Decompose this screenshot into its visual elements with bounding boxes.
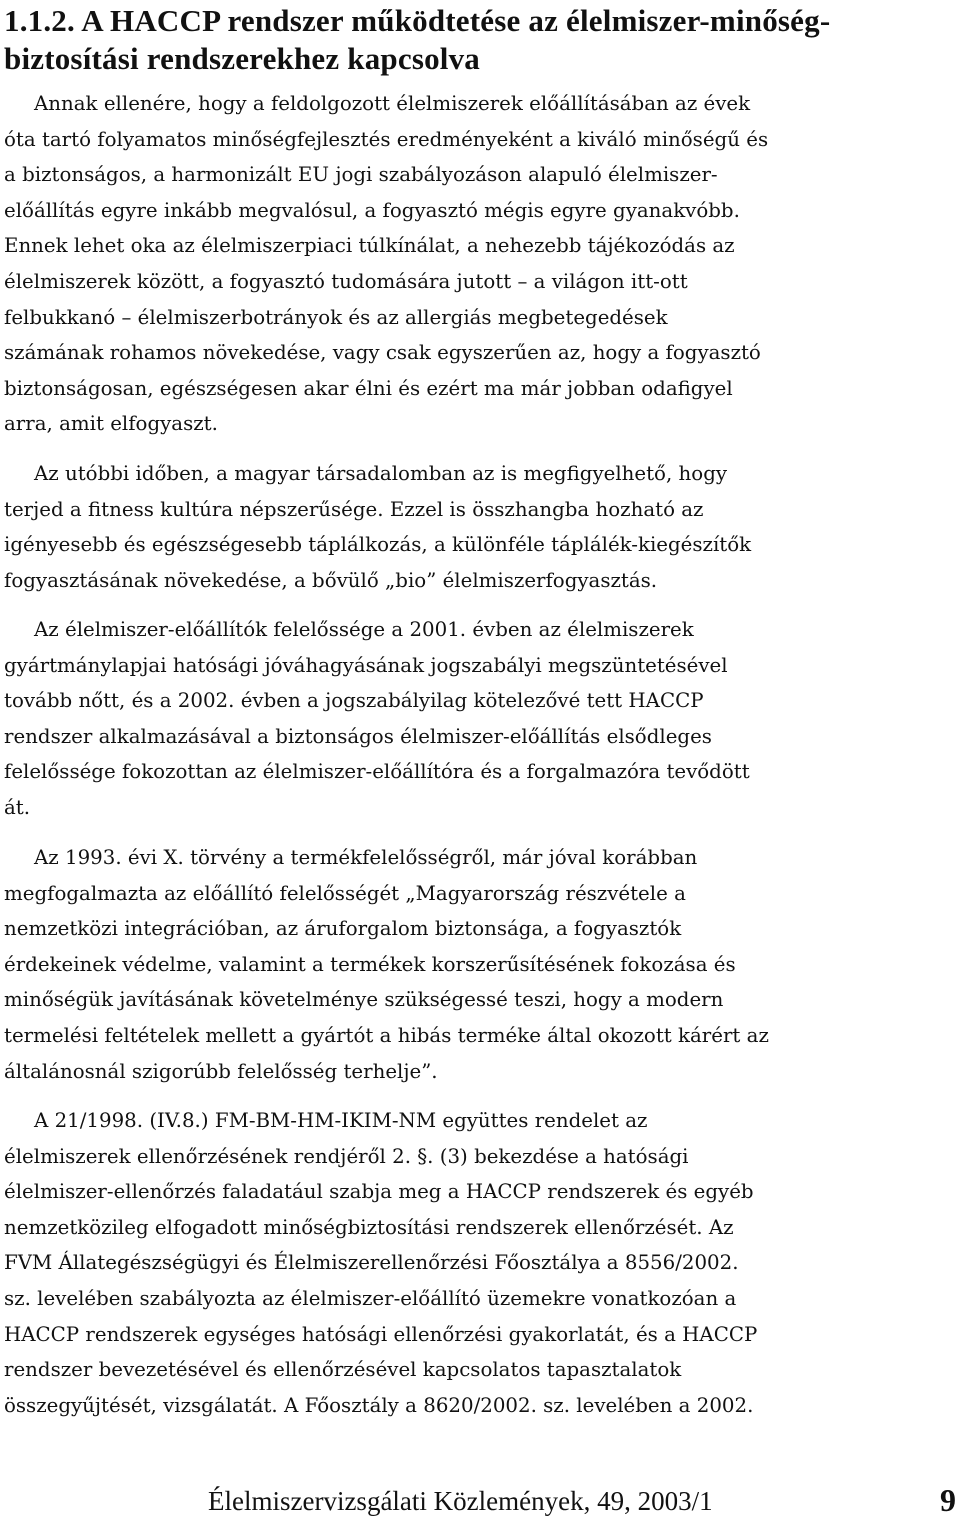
text-line: Ennek lehet oka az élelmiszerpiaci túlkínálat, a nehezebb tájékozódás az <box>4 234 735 258</box>
section-heading <box>4 2 956 78</box>
text-line: felelőssége fokozottan az élelmiszer-előállítóra és a forgalmazóra tevődött <box>4 760 750 784</box>
text-line: általánosnál szigorúbb felelősség terhelje”. <box>4 1059 438 1083</box>
text-line: élelmiszer-ellenőrzés faladatául szabja meg a HACCP rendszerek és egyéb <box>4 1180 754 1204</box>
page-footer <box>0 1484 960 1520</box>
heading-line: biztosítási rendszerekhez kapcsolva <box>4 41 481 76</box>
paragraph-5 <box>4 1103 956 1423</box>
text-line: arra, amit elfogyaszt. <box>4 412 218 436</box>
text-line: fogyasztásának növekedése, a bővülő „bio” élelmiszerfogyasztás. <box>4 568 658 592</box>
text-line: megfogalmazta az előállító felelősségét „Magyarország részvétele a <box>4 881 686 905</box>
text-line: Az utóbbi időben, a magyar társadalomban az is megfigyelhető, hogy <box>34 462 728 485</box>
text-line: nemzetközileg elfogadott minőségbiztosítási rendszerek ellenőrzését. Az <box>4 1215 734 1239</box>
text-line: gyártmánylapjai hatósági jóváhagyásának jogszabályi megszüntetésével <box>4 653 728 677</box>
text-line: számának rohamos növekedése, vagy csak egyszerűen az, hogy a fogyasztó <box>4 341 761 365</box>
text-line: FVM Állategészségügyi és Élelmiszerellenőrzési Főosztálya a 8556/2002. <box>4 1251 739 1275</box>
text-line: felbukkanó – élelmiszerbotrányok és az allergiás megbetegedések <box>4 305 668 329</box>
text-line: a biztonságos, a harmonizált EU jogi szabályozáson alapuló élelmiszer- <box>4 163 718 187</box>
paragraph-2 <box>4 456 956 598</box>
text-line: HACCP rendszerek egységes hatósági ellenőrzési gyakorlatát, és a HACCP <box>4 1322 758 1346</box>
paragraph-4 <box>4 840 956 1089</box>
text-line: élelmiszerek között, a fogyasztó tudomására jutott – a világon itt-ott <box>4 269 688 293</box>
text-line: előállítás egyre inkább megvalósul, a fogyasztó mégis egyre gyanakvóbb. <box>4 198 740 222</box>
journal-title: Élelmiszervizsgálati Közlemények, 49, 2003/1 <box>208 1486 713 1516</box>
heading-line: 1.1.2. A HACCP rendszer működtetése az élelmiszer-minőség- <box>4 3 831 38</box>
text-line: igényesebb és egészségesebb táplálkozás, a különféle táplálék-kiegészítők <box>4 533 752 557</box>
text-line: át. <box>4 795 31 819</box>
text-line: összegyűjtését, vizsgálatát. A Főosztály a 8620/2002. sz. levelében a 2002. <box>4 1393 754 1417</box>
text-line: Az élelmiszer-előállítók felelőssége a 2001. évben az élelmiszerek <box>34 618 694 641</box>
text-line: biztonságosan, egészségesen akar élni és ezért ma már jobban odafigyel <box>4 376 733 400</box>
text-line: termelési feltételek mellett a gyártót a hibás terméke által okozott kárért az <box>4 1023 769 1047</box>
text-line: Az 1993. évi X. törvény a termékfelelősségről, már jóval korábban <box>34 846 698 869</box>
text-line: rendszer bevezetésével és ellenőrzésével kapcsolatos tapasztalatok <box>4 1358 682 1382</box>
text-line: Annak ellenére, hogy a feldolgozott élelmiszerek előállításában az évek <box>34 92 751 115</box>
text-line: A 21/1998. (IV.8.) FM-BM-HM-IKIM-NM együttes rendelet az <box>34 1109 648 1132</box>
text-line: óta tartó folyamatos minőségfejlesztés eredményeként a kiváló minőségű és <box>4 127 769 151</box>
text-line: sz. levelében szabályozta az élelmiszer-előállító üzemekre vonatkozóan a <box>4 1286 737 1310</box>
page-number: 9 <box>940 1482 956 1518</box>
text-line: tovább nőtt, és a 2002. évben a jogszabályilag kötelezővé tett HACCP <box>4 689 704 713</box>
paragraph-1 <box>4 86 956 442</box>
text-line: nemzetközi integrációban, az áruforgalom biztonsága, a fogyasztók <box>4 917 682 941</box>
text-line: terjed a fitness kultúra népszerűsége. Ezzel is összhangba hozható az <box>4 497 704 521</box>
text-line: minőségük javításának követelménye szükségessé teszi, hogy a modern <box>4 988 724 1012</box>
text-line: érdekeinek védelme, valamint a termékek korszerűsítésének fokozása és <box>4 952 736 976</box>
text-line: rendszer alkalmazásával a biztonságos élelmiszer-előállítás elsődleges <box>4 724 712 748</box>
text-line: élelmiszerek ellenőrzésének rendjéről 2. §. (3) bekezdése a hatósági <box>4 1144 689 1168</box>
paragraph-3 <box>4 612 956 826</box>
